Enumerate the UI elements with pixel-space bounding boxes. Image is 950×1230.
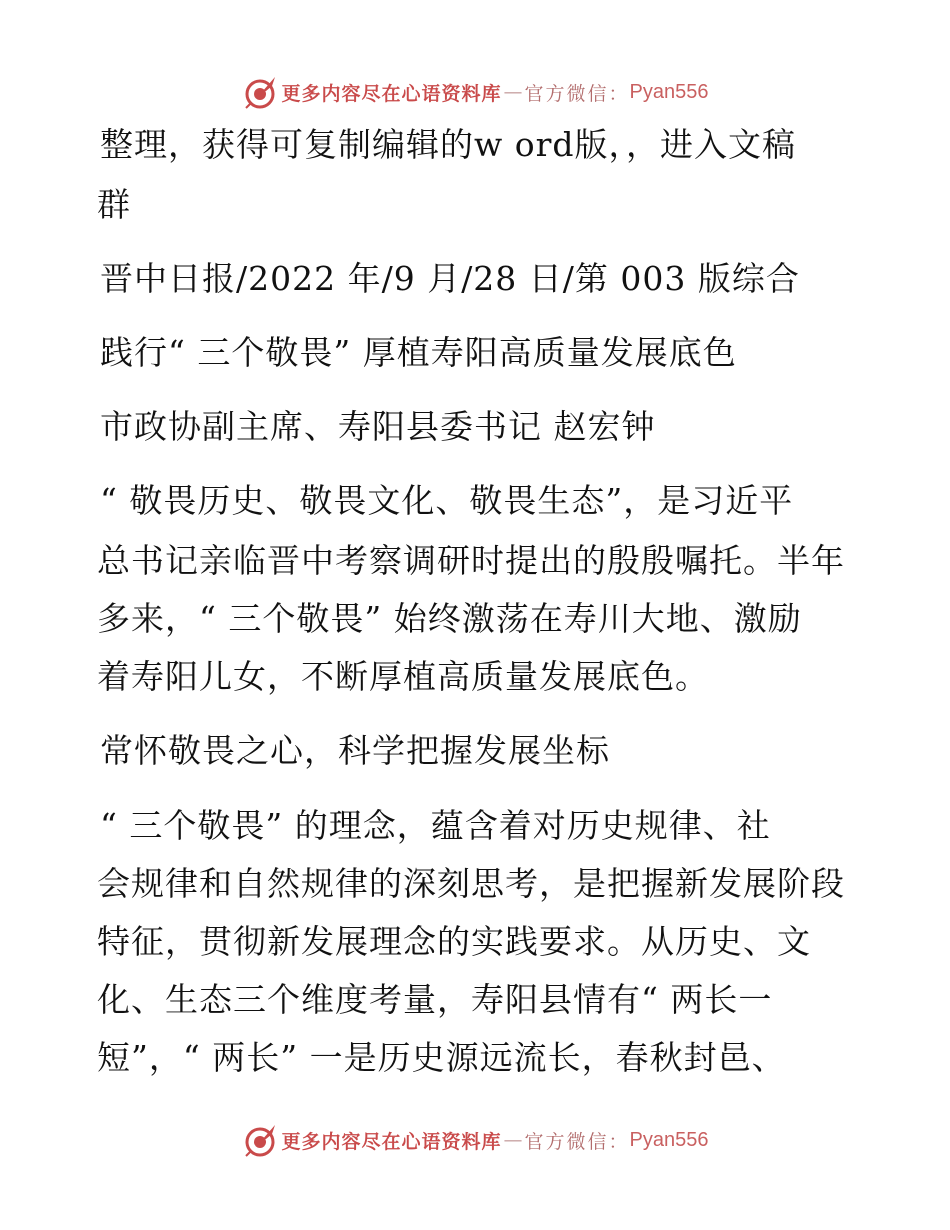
watermark-wechat-id: Pyan556: [629, 80, 709, 103]
text-line: 多来，“ 三个敬畏” 始终激荡在寿川大地、激励: [97, 599, 802, 638]
watermark-dash: —: [503, 81, 523, 103]
text-line: 化、生态三个维度考量，寿阳县情有“ 两长一: [97, 980, 773, 1019]
article-title: 践行“ 三个敬畏” 厚植寿阳高质量发展底色: [100, 333, 737, 372]
footer-watermark: [0, 1120, 950, 1160]
watermark-title: 更多内容尽在心语资料库: [281, 1130, 502, 1153]
text-line: 短”，“ 两长” 一是历史源远流长，春秋封邑、: [97, 1038, 786, 1077]
dateline: 晋中日报/2022 年/9 月/28 日/第 003 版综合: [100, 259, 800, 298]
text-line: 群: [97, 185, 131, 224]
quill-logo-icon: [242, 74, 278, 110]
header-watermark: [0, 72, 950, 112]
article-author: 市政协副主席、寿阳县委书记 赵宏钟: [100, 407, 656, 446]
text-line: 着寿阳儿女，不断厚植高质量发展底色。: [97, 657, 709, 696]
text-line: “ 敬畏历史、敬畏文化、敬畏生态”，是习近平: [100, 481, 794, 520]
quill-logo-icon: [242, 1122, 278, 1158]
watermark-dash: —: [503, 1129, 523, 1151]
text-line: 特征，贯彻新发展理念的实践要求。从历史、文: [97, 922, 811, 961]
watermark-official-label: 官方微信：: [524, 1130, 630, 1153]
watermark-official-label: 官方微信：: [524, 82, 630, 105]
text-line: 整理，获得可复制编辑的w ord版，，进入文稿: [100, 125, 797, 164]
text-line: 会规律和自然规律的深刻思考，是把握新发展阶段: [97, 864, 845, 903]
section-heading: 常怀敬畏之心，科学把握发展坐标: [100, 731, 610, 770]
watermark-title: 更多内容尽在心语资料库: [281, 82, 502, 105]
text-line: 总书记亲临晋中考察调研时提出的殷殷嘱托。半年: [97, 541, 845, 580]
watermark-wechat-id: Pyan556: [629, 1128, 709, 1151]
text-line: “ 三个敬畏” 的理念，蕴含着对历史规律、社: [100, 806, 771, 845]
